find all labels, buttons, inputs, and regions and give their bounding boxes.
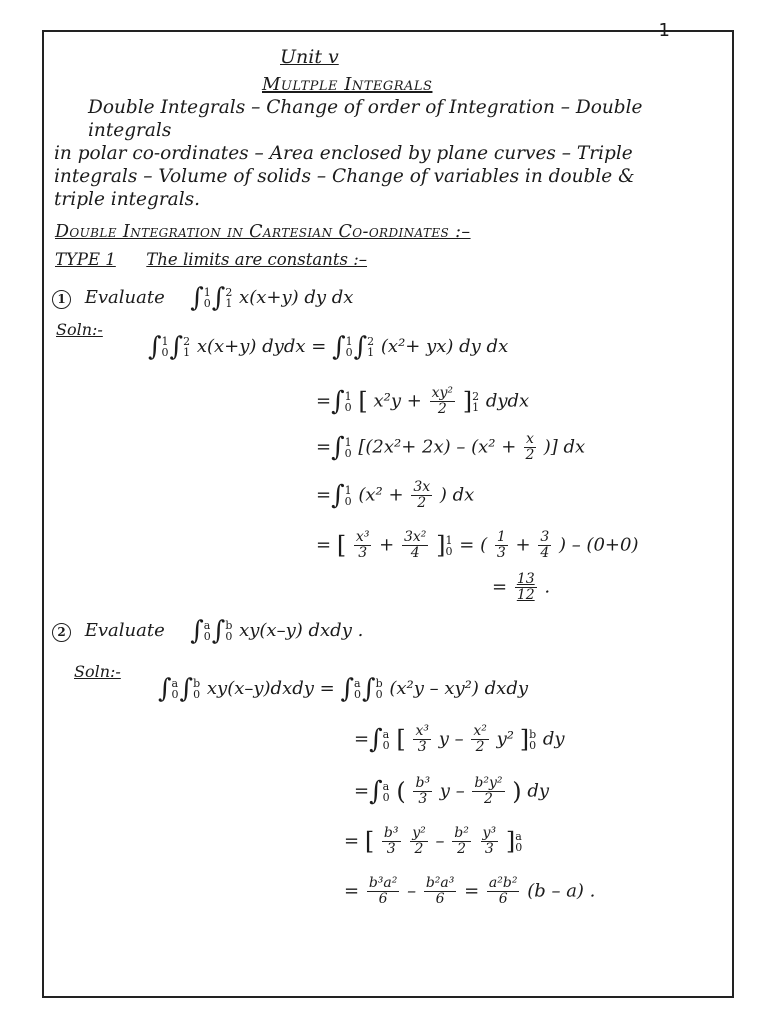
type-description: The limits are constants :– xyxy=(146,250,368,269)
problem-number: 1 xyxy=(52,290,71,309)
syllabus-intro xyxy=(54,96,724,211)
type-heading xyxy=(55,250,367,269)
problem-2-statement: 2 Evaluate ∫ a 0 ∫ b 0 xy(x–y) dxdy . xyxy=(52,616,363,646)
p2-result: = $\frac{\text{b³a²}}{6}$ – $\frac{\text{b²a³}}{6}$ = $\frac{\text{a²b²}}{6}$ (b – a) . xyxy=(344,875,596,907)
section-heading: Double Integration in Cartesian Co-ordinates :– xyxy=(55,222,471,242)
p1-line2: =∫ 1 0 [ x²y + $\frac{\text{xy²}}{2}$ ] 2 1 dydx xyxy=(316,385,530,417)
p2-line4: = [ $\frac{\text{b³}}{3}$ $\frac{\text{y²}}{2}$ – $\frac{\text{b²}}{2}$ $\frac{\text{y³}}{3}$ ] a 0 xyxy=(344,825,523,857)
problem-1-statement: 1 Evaluate ∫ 1 0 ∫ 2 1 x(x+y) dy dx xyxy=(52,283,353,313)
intro-line: triple integrals. xyxy=(54,189,201,210)
type-label: TYPE 1 xyxy=(55,250,116,269)
problem-number: 2 xyxy=(52,623,71,642)
solution-label: Soln:- xyxy=(74,662,121,681)
p1-line1: ∫ 1 0 ∫ 2 1 x(x+y) dydx = ∫ 1 0 ∫ 2 1 (x²+ yx) dy dx xyxy=(148,332,509,362)
p2-line1: ∫ a 0 ∫ b 0 xy(x–y)dxdy = ∫ a 0 ∫ b 0 (x²y – xy²) dxdy xyxy=(158,674,529,704)
p1-line3: =∫ 1 0 [(2x²+ 2x) – (x² + $\frac{x}{2}$ )] dx xyxy=(316,431,586,463)
integrand: xy(x–y) dxdy . xyxy=(239,620,364,641)
intro-line: integrals – Volume of solids – Change of variables in double & xyxy=(54,166,635,187)
solution-label: Soln:- xyxy=(56,320,103,339)
p1-integrand: x(x+y) dydx xyxy=(196,336,306,357)
page-number: 1 xyxy=(658,20,670,41)
p1-bracket-expr: x²y + xyxy=(373,390,422,412)
p1-result: = $\frac{13}{12}$ . xyxy=(492,571,551,603)
unit-heading: Unit v xyxy=(280,46,339,68)
p2-line3: =∫ a 0 ( $\frac{\text{b³}}{3}$ y – $\frac{\text{b²y²}}{2}$ ) dy xyxy=(354,775,550,807)
evaluate-word: Evaluate xyxy=(84,287,165,308)
p1-line4: =∫ 1 0 (x² + $\frac{3x}{2}$ ) dx xyxy=(316,479,475,511)
p1-expanded: (x²+ yx) dy dx xyxy=(380,336,509,357)
intro-line: Double Integrals – Change of order of Integration – Double integrals xyxy=(88,97,643,141)
p2-line2: =∫ a 0 [ $\frac{\text{x³}}{3}$ y – $\frac{\text{x²}}{2}$ y² ] b 0 dy xyxy=(354,723,565,755)
p1-line5: = [ $\frac{\text{x³}}{3}$ + $\frac{\text{3x²}}{4}$ ] 1 0 = ( $\frac{1}{3}$ + $\frac{3}{4}$ ) – (0+0) xyxy=(316,529,639,561)
intro-line: in polar co-ordinates – Area enclosed by plane curves – Triple xyxy=(54,143,633,164)
integrand: x(x+y) dy dx xyxy=(239,287,354,308)
evaluate-word: Evaluate xyxy=(84,620,165,641)
page-title: Multple Integrals xyxy=(262,74,433,95)
